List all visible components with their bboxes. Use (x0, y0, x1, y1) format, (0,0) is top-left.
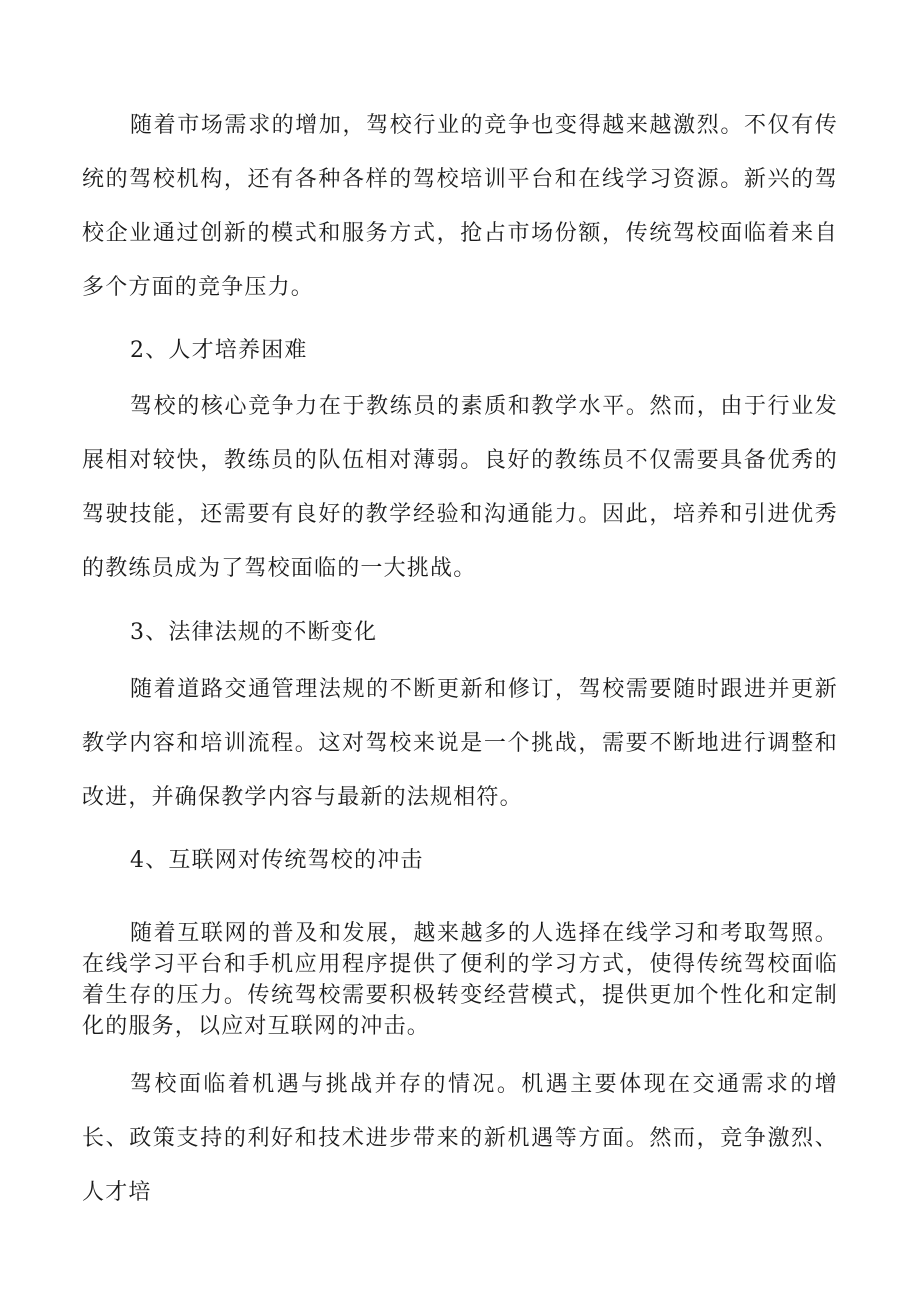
paragraph-market-competition: 随着市场需求的增加，驾校行业的竞争也变得越来越激烈。不仅有传统的驾校机构，还有各种各样的驾校培训平台和在线学习资源。新兴的驾校企业通过创新的模式和服务方式，抢占市场份额，传统驾校面临着来自多个方面的竞争压力。 (82, 113, 838, 300)
paragraph-opportunities-challenges: 驾校面临着机遇与挑战并存的情况。机遇主要体现在交通需求的增长、政策支持的利好和技术进步带来的新机遇等方面。然而，竞争激烈、人才培 (82, 1072, 838, 1205)
heading-internet-impact: 4、互联网对传统驾校的冲击 (130, 848, 424, 873)
heading-regulation-changes: 3、法律法规的不断变化 (130, 620, 378, 645)
heading-talent-training: 2、人才培养困难 (130, 338, 308, 363)
paragraph-regulation-updates: 随着道路交通管理法规的不断更新和修订，驾校需要随时跟进并更新教学内容和培训流程。这对驾校来说是一个挑战，需要不断地进行调整和改进，并确保教学内容与最新的法规相符。 (82, 677, 838, 810)
paragraph-online-learning: 随着互联网的普及和发展，越来越多的人选择在线学习和考取驾照。在线学习平台和手机应用程序提供了便利的学习方式，使得传统驾校面临着生存的压力。传统驾校需要积极转变经营模式，提供更加个性化和定制化的服务，以应对互联网的冲击。 (82, 921, 838, 1039)
paragraph-coach-quality: 驾校的核心竞争力在于教练员的素质和教学水平。然而，由于行业发展相对较快，教练员的队伍相对薄弱。良好的教练员不仅需要具备优秀的驾驶技能，还需要有良好的教学经验和沟通能力。因此，培养和引进优秀的教练员成为了驾校面临的一大挑战。 (82, 394, 838, 581)
